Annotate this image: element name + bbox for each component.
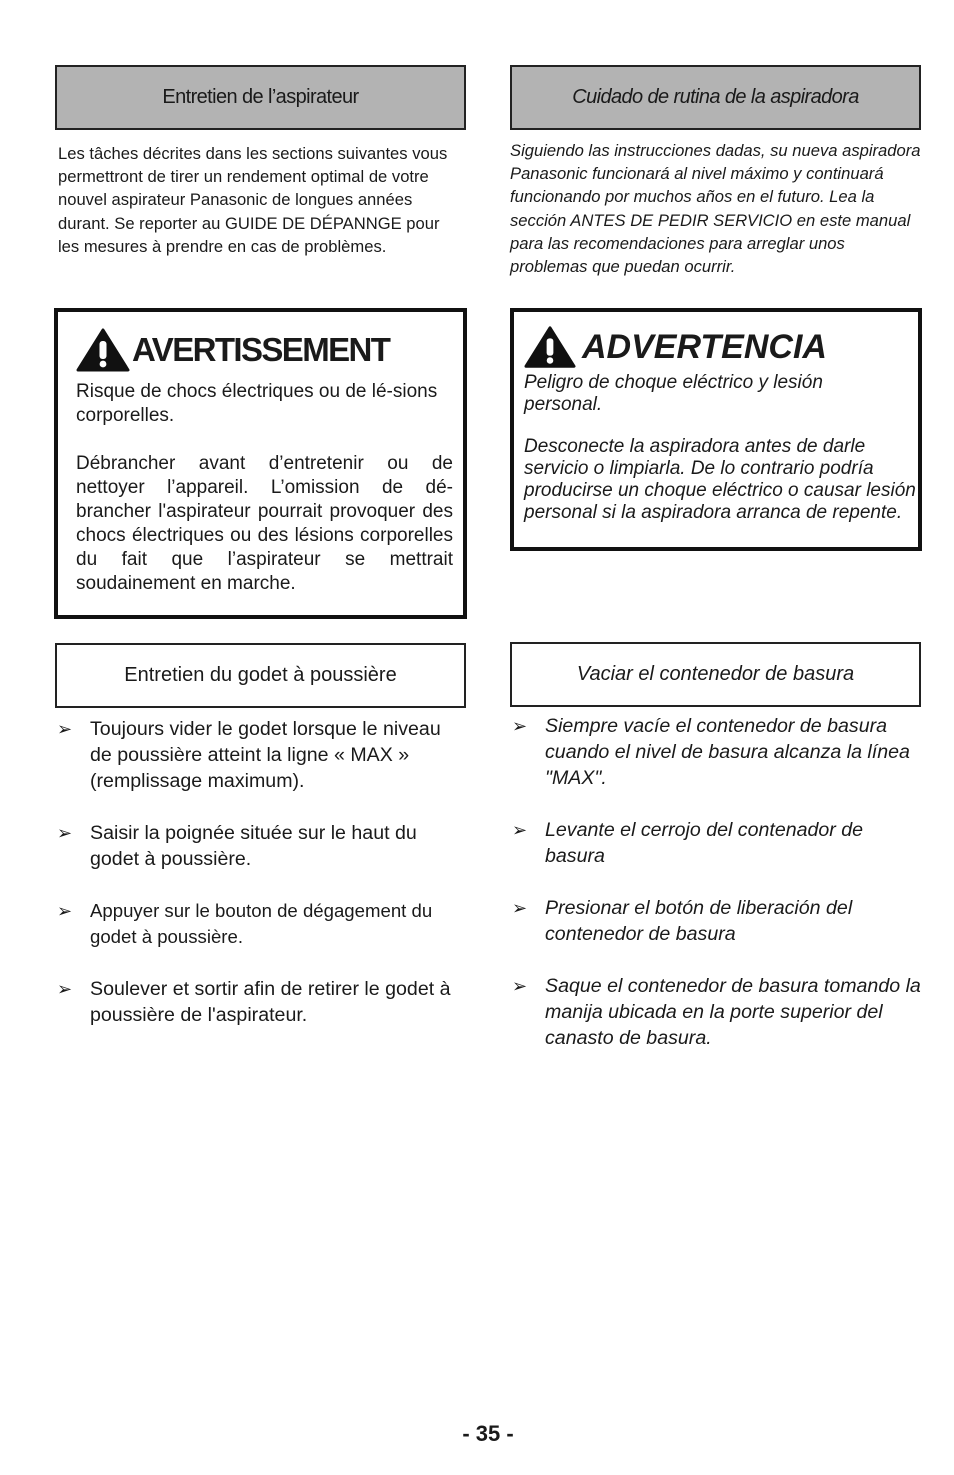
section-header-label: Cuidado de rutina de la aspiradora: [572, 86, 859, 108]
intro-paragraph-fr: Les tâches décrites dans les sections suivantes vous permettront de tirer un rendement optimal de votre nouvel aspirateur Panasonic de longues années durant. Se reporter au GUIDE DE DÉPANNGE pour les mesures à prendre en cas de problèmes.: [58, 144, 448, 256]
list-item: ➢ Saque el contenedor de basura tomando la manija ubicada en la porte superior del canasto de basura.: [512, 975, 921, 1049]
arrow-bullet-icon: ➢: [57, 979, 73, 999]
warning-box-es: [510, 308, 922, 551]
list-item: ➢ Soulever et sortir afin de retirer le godet à poussière de l'aspirateur.: [57, 978, 451, 1026]
arrow-bullet-icon: ➢: [512, 716, 528, 736]
warning-text-1: Risque de chocs électriques ou de lé-sions corporelles.: [76, 381, 438, 426]
warning-box-fr: [54, 308, 467, 619]
list-item: ➢ Siempre vacíe el contenedor de basura cuando el nivel de basura alcanza la línea "MAX".: [512, 715, 910, 789]
section-header-label: Vaciar el contenedor de basura: [576, 663, 855, 685]
arrow-bullet-icon: ➢: [57, 901, 73, 921]
warning-text-2: Débrancher avant d’entretenir ou de nettoyer l’appareil. L’omission de dé-brancher l'aspirateur pourrait provoquer des chocs électriques ou des lésions corporelles du fait que l’aspirateur se mettrait soudainement en marche.: [76, 453, 453, 594]
intro-paragraph-es: Siguiendo las instrucciones dadas, su nueva aspiradora Panasonic funcionará al nivel máximo y continuará funcionando por muchos años en el futuro. Lea la sección ANTES DE PEDIR SERVICIO en este manual para las recomendaciones para arreglar unos problemas que puedan ocurrir.: [510, 141, 921, 277]
warning-triangle-icon: [76, 328, 130, 372]
list-item: ➢ Appuyer sur le bouton de dégagement du godet à poussière.: [57, 900, 433, 947]
list-item: ➢ Saisir la poignée située sur le haut du godet à poussière.: [57, 822, 417, 870]
warning-title-row: [524, 322, 912, 372]
section-header-entretien-aspirateur: [55, 65, 466, 130]
arrow-bullet-icon: ➢: [512, 898, 528, 918]
bullet-list-fr: [55, 716, 460, 1028]
section-header-godet: [55, 643, 466, 708]
warning-title: ADVERTENCIA: [582, 327, 827, 366]
bullet-list-es: [510, 713, 922, 1051]
section-header-cuidado: [510, 65, 921, 130]
warning-text-2: Desconecte la aspiradora antes de darle servicio o limpiarla. De lo contrario podría producirse un choque eléctrico o causar lesión personal si la aspiradora arranca de repente.: [524, 436, 916, 523]
section-header-vaciar: [510, 642, 921, 707]
section-header-label: Entretien du godet à poussière: [124, 664, 397, 686]
list-item: ➢ Toujours vider le godet lorsque le niveau de poussière atteint la ligne « MAX » (remplissage maximum).: [57, 718, 441, 792]
arrow-bullet-icon: ➢: [512, 820, 528, 840]
list-item: ➢ Levante el cerrojo del contenador de basura: [512, 819, 864, 867]
arrow-bullet-icon: ➢: [57, 823, 73, 843]
warning-text-1: Peligro de choque eléctrico y lesión personal.: [524, 372, 823, 415]
warning-title: AVERTISSEMENT: [132, 331, 390, 368]
warning-triangle-icon: [524, 325, 576, 369]
arrow-bullet-icon: ➢: [57, 719, 73, 739]
arrow-bullet-icon: ➢: [512, 976, 528, 996]
page-number: - 35 -: [462, 1421, 514, 1446]
warning-title-row: [76, 328, 451, 372]
section-header-label: Entretien de l’aspirateur: [162, 86, 359, 108]
list-item: ➢ Presionar el botón de liberación del contenedor de basura: [512, 897, 853, 945]
